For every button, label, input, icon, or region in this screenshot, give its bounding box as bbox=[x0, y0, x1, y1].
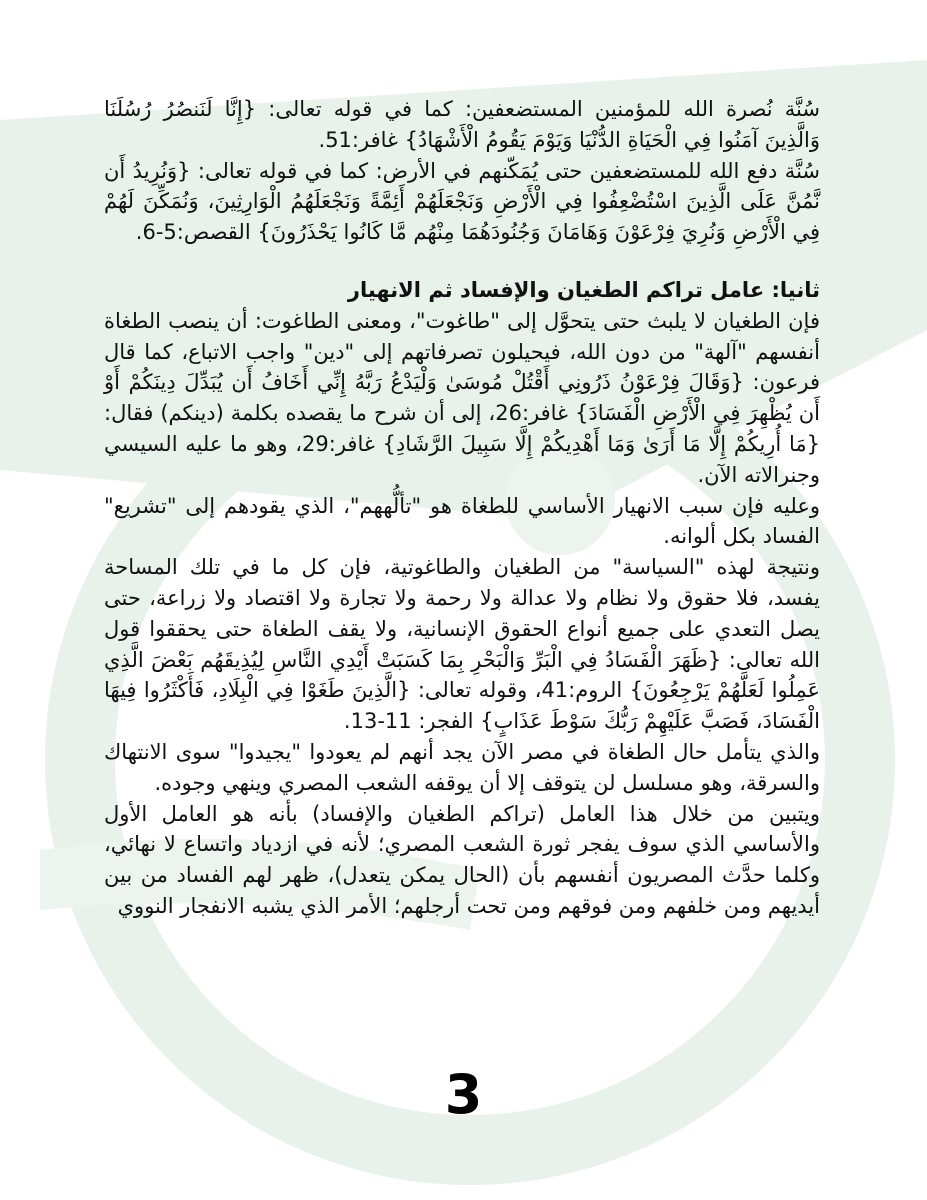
paragraph-corruption-result: ونتيجة لهذه "السياسة" من الطغيان والطاغوتية، فإن كل ما في تلك المساحة يفسد، فلا حقوق ولا نظام ولا عدالة ولا رحمة ولا تجارة ولا اقتصاد ولا زراعة، حتى يصل التعدي على جميع أنواع الحقوق الإنسانية، ولا يقف الطغاة حتى يحققوا قول الله تعالى: {ظَهَرَ الْفَسَادُ فِي الْبَرِّ وَالْبَحْرِ بِمَا كَسَبَتْ أَيْدِي النَّاسِ لِيُذِيقَهُم بَعْضَ الَّذِي عَمِلُوا لَعَلَّهُمْ يَرْجِعُونَ} الروم:41، وقوله تعالى: {الَّذِينَ طَغَوْا فِي الْبِلَادِ، فَأَكْثَرُوا فِيهَا الْفَسَادَ، فَصَبَّ عَلَيْهِمْ رَبُّكَ سَوْطَ عَذَابٍ} الفجر: 11-13. bbox=[104, 555, 820, 734]
document-body bbox=[104, 94, 820, 922]
paragraph-revolution-factor: ويتبين من خلال هذا العامل (تراكم الطغيان والإفساد) بأنه هو العامل الأول والأساسي الذي سوف يفجر ثورة الشعب المصري؛ لأنه في ازدياد واتساع لا نهائي، وكلما حدَّث المصريون أنفسهم بأن (الحال يمكن يتعدل)، ظهر لهم الفساد من بين أيديهم ومن خلفهم ومن فوقهم ومن تحت أرجلهم؛ الأمر الذي يشبه الانفجار النووي bbox=[104, 801, 820, 918]
paragraph-empowerment-sunna: سُنَّة دفع الله للمستضعفين حتى يُمَكّنهم في الأرض: كما في قوله تعالى: {وَنُرِيدُ أَن نَّمُنَّ عَلَى الَّذِينَ اسْتُضْعِفُوا فِي الْأَرْضِ وَنَجْعَلَهُمْ أَئِمَّةً وَنَجْعَلَهُمُ الْوَارِثِينَ، وَنُمَكِّنَ لَهُمْ فِي الْأَرْضِ وَنُرِيَ فِرْعَوْنَ وَهَامَانَ وَجُنُودَهُمَا مِنْهُم مَّا كَانُوا يَحْذَرُونَ} القصص:5-6. bbox=[104, 158, 820, 245]
section-heading: ثانيا: عامل تراكم الطغيان والإفساد ثم الانهيار bbox=[347, 277, 820, 302]
paragraph-tyranny-taghut: فإن الطغيان لا يلبث حتى يتحوَّل إلى "طاغوت"، ومعنى الطاغوت: أن ينصب الطغاة أنفسهم "آلهة" من دون الله، فيحيلون تصرفاتهم إلى "دين" واجب الاتباع، كما قال فرعون: {وَقَالَ فِرْعَوْنُ ذَرُونِي أَقْتُلْ مُوسَىٰ وَلْيَدْعُ رَبَّهُ إِنِّي أَخَافُ أَن يُبَدِّلَ دِينَكُمْ أَوْ أَن يُظْهِرَ فِي الْأَرْضِ الْفَسَادَ} غافر:26، إلى أن شرح ما يقصده بكلمة (دينكم) فقال: {مَا أُرِيكُمْ إِلَّا مَا أَرَىٰ وَمَا أَهْدِيكُمْ إِلَّا سَبِيلَ الرَّشَادِ} غافر:29، وهو ما عليه السيسي وجنرالاته الآن. bbox=[104, 308, 820, 487]
paragraph-victory-sunna: سُنَّة نُصرة الله للمؤمنين المستضعفين: كما في قوله تعالى: {إِنَّا لَنَنصُرُ رُسُلَنَا وَالَّذِينَ آمَنُوا فِي الْحَيَاةِ الدُّنْيَا وَيَوْمَ يَقُومُ الْأَشْهَادُ} غافر:51. bbox=[104, 97, 820, 152]
page-number: 3 bbox=[444, 1063, 483, 1126]
paragraph-collapse-cause: وعليه فإن سبب الانهيار الأساسي للطغاة هو "تألُّههم"، الذي يقودهم إلى "تشريع" الفساد بكل ألوانه. bbox=[104, 493, 820, 549]
paragraph-egypt-tyrants: والذي يتأمل حال الطغاة في مصر الآن يجد أنهم لم يعودوا "يجيدوا" سوى الانتهاك والسرقة، وهو مسلسل لن يتوقف إلا أن يوقفه الشعب المصري وينهي وجوده. bbox=[104, 739, 820, 795]
